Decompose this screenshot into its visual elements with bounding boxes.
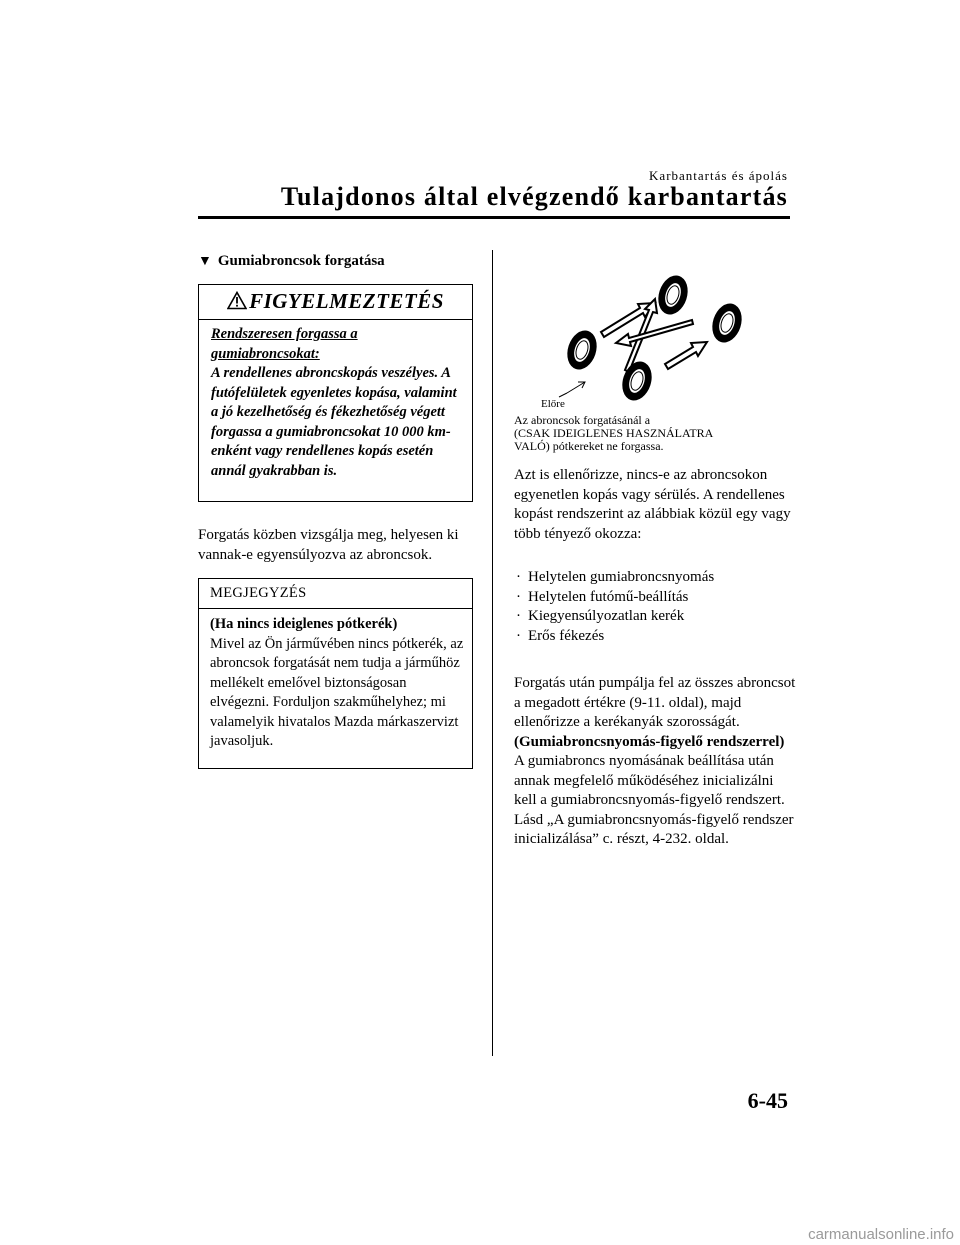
tire-rotation-diagram — [545, 270, 755, 415]
list-item-text: Helytelen gumiabroncsnyomás — [528, 569, 715, 585]
list-item — [514, 588, 714, 608]
caption-line-2: (CSAK IDEIGLENES HASZNÁLATRA — [514, 426, 714, 440]
warning-box — [198, 284, 473, 502]
column-divider — [492, 250, 493, 1056]
right-paragraph-1: Azt is ellenőrizze, nincs-e az abroncsokon egyenetlen kopás vagy sérülés. A rendellenes kopást rendszerint az alábbiak közül egy vagy több tényező okozza: — [514, 467, 791, 542]
warning-lead-2: gumiabroncsokat: — [211, 345, 320, 362]
diagram-caption — [514, 414, 774, 453]
tpms-subheading: (Gumiabroncsnyomás-figyelő rendszerrel) — [514, 733, 785, 750]
header-section-label: Karbantartás és ápolás — [649, 168, 788, 183]
page-number: 6-45 — [747, 1088, 788, 1113]
section-heading-text: Gumiabroncsok forgatása — [217, 253, 385, 269]
note-title: MEGJEGYZÉS — [210, 585, 307, 601]
triangle-down-icon: ▼ — [198, 254, 212, 269]
bullet-dot: · — [516, 588, 521, 605]
section-heading — [198, 253, 385, 270]
warning-title-text: FIGYELMEZTETÉS — [249, 289, 444, 313]
forward-label: Előre — [541, 398, 565, 410]
forward-arrow-icon — [559, 382, 585, 397]
rotation-arrows — [601, 299, 707, 372]
list-item — [514, 568, 714, 588]
warning-lead-1: Rendszeresen forgassa a — [211, 326, 358, 342]
tire-front-left — [563, 327, 602, 374]
list-item — [514, 607, 714, 627]
bullet-dot: · — [516, 627, 521, 644]
list-item-text: Erős fékezés — [528, 627, 605, 644]
tire-rear-right — [708, 300, 747, 347]
left-paragraph: Forgatás közben vizsgálja meg, helyesen ki vannak-e egyensúlyozva az abroncsok. — [198, 527, 459, 563]
right-paragraph-2 — [514, 674, 799, 850]
header-rule — [198, 216, 790, 219]
bullet-dot: · — [516, 608, 521, 624]
note-text: Mivel az Ön járművében nincs pótkerék, az abroncsok forgatását nem tudja a járműhöz mellékelt emelővel biztonságosan elvégezni. Forduljon szakműhelyhez; mi valamelyik hivatalos Mazda márkaszervizt javasoljuk. — [210, 635, 464, 749]
tire-rear-left — [654, 272, 693, 319]
caption-line-1: Az abroncsok forgatásánál a — [514, 413, 651, 427]
watermark: carmanualsonline.info — [808, 1226, 954, 1243]
inflation-text: Forgatás után pumpálja fel az összes abroncsot a megadott értékre (9-11. oldal), majd ellenőrizze a kerékanyák szorosságát. — [514, 675, 796, 730]
page-title: Tulajdonos által elvégzendő karbantartás — [280, 182, 788, 211]
note-subtitle: (Ha nincs ideiglenes pótkerék) — [210, 616, 398, 632]
warning-triangle-icon — [227, 291, 247, 310]
note-body — [210, 615, 468, 752]
bullet-dot: · — [516, 569, 521, 585]
tpms-text: A gumiabroncs nyomásának beállítása után annak megfelelő működéséhez inicializálni kell a gumiabroncsnyomás-figyelő rendszert. Lásd „A gumiabroncsnyomás-figyelő rendszer inicializálása” c. részt, 4-232. oldal. — [514, 753, 794, 847]
note-box — [198, 578, 473, 769]
warning-title — [199, 289, 472, 314]
warning-title-rule — [199, 319, 472, 320]
note-title-rule — [199, 608, 472, 609]
list-item-text: Helytelen futómű-beállítás — [528, 588, 689, 605]
tire-front-right — [618, 358, 657, 405]
list-item — [514, 627, 714, 647]
cause-list — [514, 568, 714, 646]
warning-text: A rendellenes abroncskopás veszélyes. A futófelületek egyenletes kopása, valamint a jó kezelhetőség és fékezhetőség végett forgassa a gumiabroncsokat 10 000 km-enként vagy rendellenes kopás esetén annál gyakrabban is. — [211, 365, 457, 479]
caption-line-3: VALÓ) pótkereket ne forgassa. — [514, 439, 664, 453]
list-item-text: Kiegyensúlyozatlan kerék — [528, 608, 685, 624]
warning-body — [211, 325, 465, 481]
